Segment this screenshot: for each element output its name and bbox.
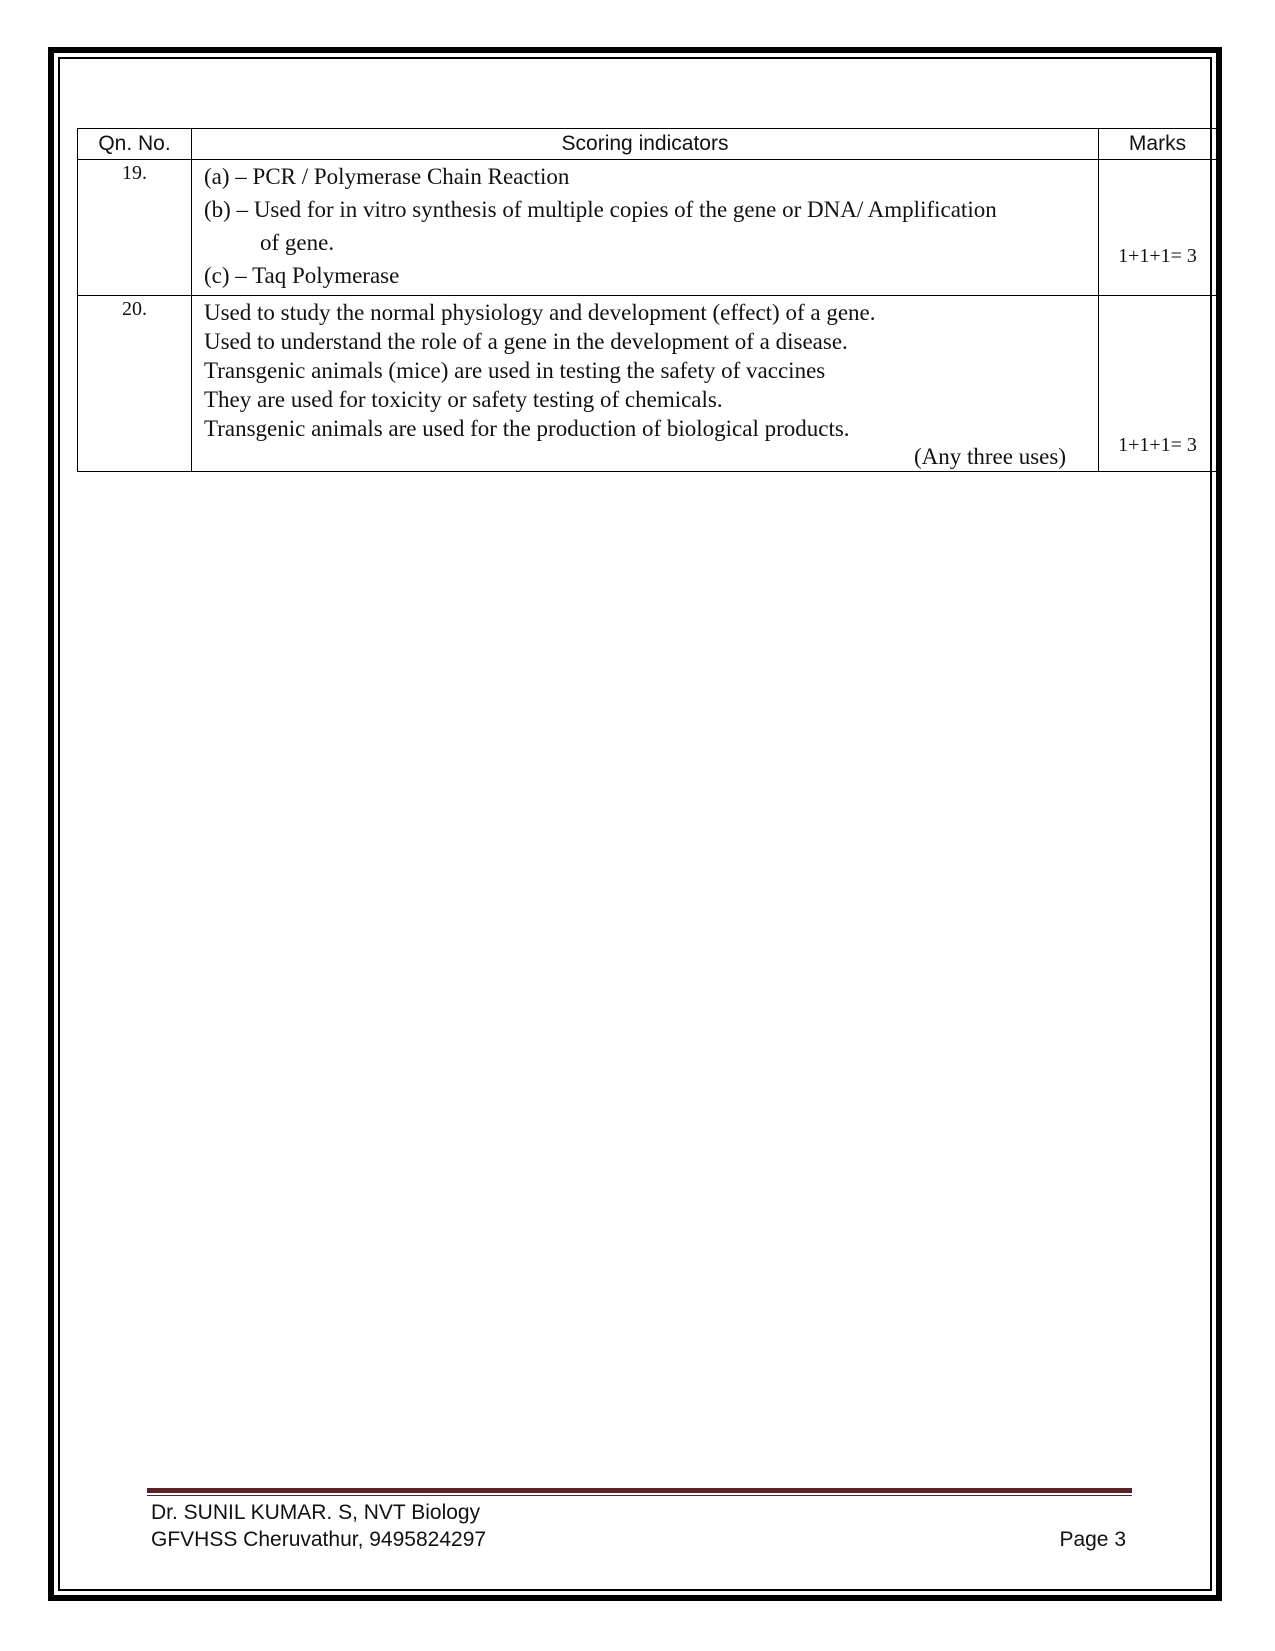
answer-line: (a) – PCR / Polymerase Chain Reaction (204, 164, 570, 189)
scoring-indicators-cell (192, 296, 1099, 472)
marks-cell (1099, 296, 1217, 472)
answer-line: of gene. (260, 230, 335, 255)
footer-rule (147, 1488, 1132, 1493)
answer-line: Transgenic animals are used for the production of biological products. (204, 416, 850, 441)
header-marks: Marks (1099, 129, 1217, 160)
footer-author: Dr. SUNIL KUMAR. S, NVT Biology (151, 1501, 481, 1524)
footer-rule-thin (147, 1495, 1132, 1496)
marks-value: 1+1+1= 3 (1118, 245, 1197, 267)
answer-line: Transgenic animals (mice) are used in testing the safety of vaccines (204, 358, 826, 383)
page-number: Page 3 (1059, 1528, 1126, 1551)
answer-line: Used to study the normal physiology and development (effect) of a gene. (204, 300, 876, 325)
answer-note: (Any three uses) (913, 444, 1066, 469)
scoring-indicators-cell (192, 160, 1099, 296)
answer-line: They are used for toxicity or safety testing of chemicals. (204, 387, 723, 412)
answer-line: (b) – Used for in vitro synthesis of multiple copies of the gene or DNA/ Amplification (204, 197, 997, 222)
table-header-row (78, 129, 1217, 160)
question-number: 19. (78, 160, 192, 296)
marks-cell (1099, 160, 1217, 296)
table-row-20 (78, 296, 1217, 472)
answer-line: (c) – Taq Polymerase (204, 263, 400, 288)
header-qno: Qn. No. (78, 129, 192, 160)
scoring-table (77, 128, 1217, 472)
footer-school: GFVHSS Cheruvathur, 9495824297 (151, 1528, 487, 1551)
table-row-19 (78, 160, 1217, 296)
marks-value: 1+1+1= 3 (1118, 434, 1197, 456)
footer-credits (151, 1499, 486, 1553)
answer-line: Used to understand the role of a gene in the development of a disease. (204, 329, 848, 354)
question-number: 20. (78, 296, 192, 472)
header-scoring-indicators: Scoring indicators (192, 129, 1099, 160)
